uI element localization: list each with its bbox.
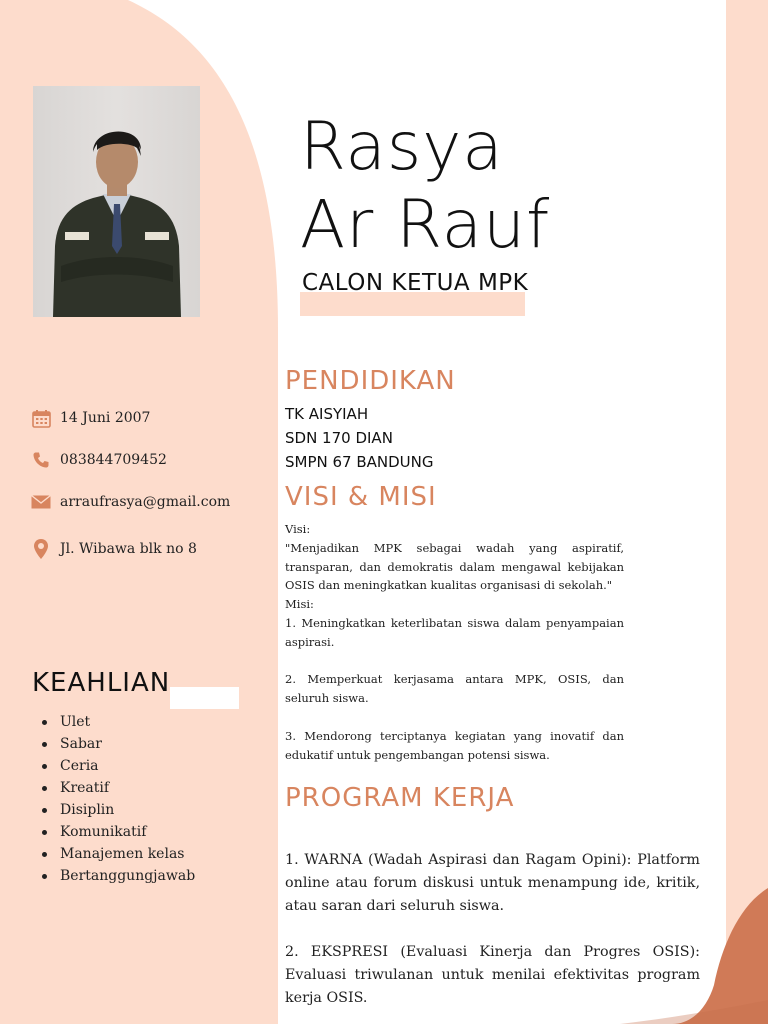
skills-title: KEAHLIAN: [32, 668, 171, 698]
misi-item: 2. Memperkuat kerjasama antara MPK, OSIS, dan seluruh siswa.: [285, 672, 624, 706]
first-name: Rasya: [300, 108, 504, 185]
person-photo-illustration: [33, 86, 200, 317]
phone-icon: [31, 450, 51, 470]
education-list: [285, 402, 434, 474]
phone-text: 083844709452: [60, 452, 167, 468]
list-item: Disiplin: [42, 799, 195, 821]
spacer: [285, 918, 700, 941]
email-icon: [31, 492, 51, 512]
contact-phone: [31, 450, 167, 470]
list-item: SMPN 67 BANDUNG: [285, 453, 434, 471]
vision-mission-title: VISI & MISI: [285, 482, 437, 512]
spacer: [285, 652, 624, 671]
list-item: Sabar: [42, 733, 195, 755]
visi-label: Visi:: [285, 522, 311, 536]
program-item: 1. WARNA (Wadah Aspirasi dan Ragam Opini): Platform online atau forum diskusi untuk menampung ide, kritik, atau saran dari seluruh siswa.: [285, 852, 700, 914]
email-text: arraufrasya@gmail.com: [60, 494, 231, 510]
work-program-title: PROGRAM KERJA: [285, 783, 515, 813]
profile-photo: [33, 86, 200, 317]
calendar-icon: [31, 408, 51, 428]
last-name: Ar Rauf: [300, 186, 551, 263]
misi-label: Misi:: [285, 597, 314, 612]
candidate-role: CALON KETUA MPK: [302, 270, 529, 296]
program-item: 2. EKSPRESI (Evaluasi Kinerja dan Progres OSIS): Evaluasi triwulanan untuk menilai efektivitas program kerja OSIS.: [285, 944, 700, 1006]
misi-item: 3. Mendorong terciptanya kegiatan yang inovatif dan edukatif untuk pengembangan potensi siswa.: [285, 728, 624, 762]
misi-item: 1. Meningkatkan keterlibatan siswa dalam penyampaian aspirasi.: [285, 615, 624, 649]
list-item: Manajemen kelas: [42, 843, 195, 865]
location-pin-icon: [31, 539, 51, 559]
visi-text: "Menjadikan MPK sebagai wadah yang aspiratif, transparan, dan demokratis dalam mengawal kebijakan OSIS dan meningkatkan kualitas organisasi di sekolah.": [285, 540, 624, 593]
right-peach-strip: [726, 0, 768, 1024]
spacer: [285, 708, 624, 727]
skills-list: [42, 711, 195, 887]
contact-birthdate: [31, 408, 150, 428]
contact-email: [31, 492, 230, 512]
work-program-body: [285, 849, 700, 1010]
education-title: PENDIDIKAN: [285, 366, 456, 396]
candidate-name: [300, 108, 550, 264]
list-item: Bertanggungjawab: [42, 865, 195, 887]
list-item: Komunikatif: [42, 821, 195, 843]
list-item: Ulet: [42, 711, 195, 733]
list-item: TK AISYIAH: [285, 405, 369, 423]
vision-mission-body: [285, 520, 624, 764]
list-item: SDN 170 DIAN: [285, 429, 393, 447]
list-item: Ceria: [42, 755, 195, 777]
skills-highlight-bar: [170, 687, 239, 709]
birthdate-text: 14 Juni 2007: [60, 410, 151, 426]
list-item: Kreatif: [42, 777, 195, 799]
contact-address: [31, 539, 197, 559]
address-text: Jl. Wibawa blk no 8: [60, 541, 197, 557]
